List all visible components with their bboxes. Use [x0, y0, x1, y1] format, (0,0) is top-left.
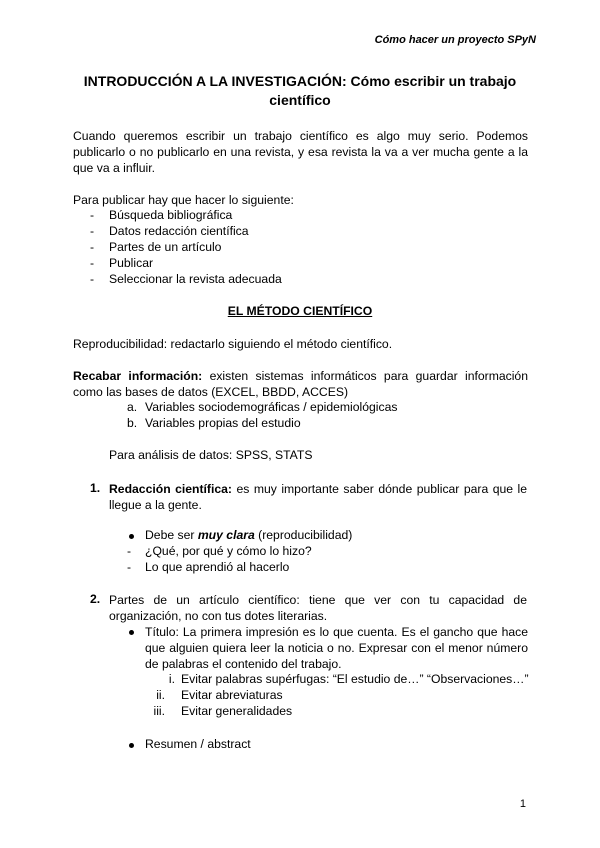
- bullet-text: [145, 528, 352, 542]
- titulo-paragraph: [145, 624, 528, 673]
- section-2-paragraph: [109, 592, 527, 624]
- roman-marker: ii.: [156, 688, 165, 702]
- publish-item-text: Búsqueda bibliográfica: [109, 208, 233, 222]
- dash-marker: -: [127, 560, 132, 574]
- recabar-label: Recabar información:: [73, 369, 203, 383]
- roman-item-text: Evitar abreviaturas: [181, 688, 283, 702]
- intro-line-2: publicarlo o no publicarlo en una revista, y esa revista la va a ver mucha gente a la: [73, 145, 528, 160]
- section-1-number: 1.: [90, 481, 101, 495]
- recabar-paragraph: [73, 368, 528, 400]
- bullet-text-post: (reproducibilidad): [254, 528, 353, 542]
- title-line-1: INTRODUCCIÓN A LA INVESTIGACIÓN: Cómo escribir un trabajo: [83, 73, 517, 89]
- bullet-icon: [129, 534, 134, 539]
- resumen-text: Resumen / abstract: [145, 737, 251, 751]
- intro-paragraph: [73, 128, 528, 177]
- section-2-line-2: organización, no con tus dotes literarias.: [109, 609, 328, 624]
- recabar-line-2: como las bases de datos (EXCEL, BBDD, ACCES): [73, 385, 349, 400]
- recabar-line-1: [73, 368, 528, 384]
- page-number: 1: [519, 798, 526, 810]
- sub-item-marker: b.: [127, 416, 138, 430]
- sub-item-text: Variables sociodemográficas / epidemiológicas: [145, 400, 398, 414]
- dash-item-text: Lo que aprendió al hacerlo: [145, 560, 290, 574]
- running-header: Cómo hacer un proyecto SPyN: [374, 34, 536, 46]
- section-1-text: es muy importante saber dónde publicar para que le: [236, 482, 527, 496]
- dash-marker: -: [90, 240, 95, 254]
- titulo-line-1: Título: La primera impresión es lo que cuenta. Es el gancho que hace: [145, 625, 528, 639]
- recabar-text: existen sistemas informáticos para guardar información: [209, 369, 528, 383]
- analysis-text: Para análisis de datos: SPSS, STATS: [109, 448, 313, 462]
- dash-marker: -: [90, 208, 95, 222]
- dash-item-text: ¿Qué, por qué y cómo lo hizo?: [145, 544, 312, 558]
- section-1-paragraph: [109, 481, 527, 513]
- sub-item-text: Variables propias del estudio: [145, 416, 301, 430]
- section-1-line-2: llegue a la gente.: [109, 498, 202, 513]
- roman-marker: iii.: [153, 704, 165, 718]
- dash-marker: -: [90, 256, 95, 270]
- bullet-text-emphasis: muy clara: [197, 528, 255, 542]
- publish-item-text: Seleccionar la revista adecuada: [109, 272, 282, 286]
- titulo-line-2: que alguien quiera leer la noticia o no. Expresar con el menor número: [145, 641, 528, 656]
- sub-item-marker: a.: [127, 400, 138, 414]
- dash-marker: -: [90, 224, 95, 238]
- section-heading-metodo: EL MÉTODO CIENTÍFICO: [227, 304, 373, 318]
- publish-item-text: Datos redacción científica: [109, 224, 249, 238]
- section-1-label: Redacción científica:: [109, 482, 232, 496]
- intro-line-1: Cuando queremos escribir un trabajo científico es algo muy serio. Podemos: [73, 129, 528, 143]
- titulo-line-3: de palabras el contenido del trabajo.: [145, 657, 342, 672]
- bullet-text-pre: Debe ser: [145, 528, 198, 542]
- title-line-2: científico: [269, 92, 331, 108]
- roman-item-text: Evitar palabras supérfugas: “El estudio de…” “Observaciones…”: [181, 672, 529, 686]
- reproducibility-text: Reproducibilidad: redactarlo siguiendo el método científico.: [73, 337, 393, 351]
- document-title: [72, 72, 528, 110]
- publish-lead: Para publicar hay que hacer lo siguiente:: [73, 193, 294, 207]
- dash-marker: -: [90, 272, 95, 286]
- section-2-number: 2.: [90, 592, 101, 606]
- section-2-line-1: Partes de un artículo científico: tiene que ver con tu capacidad de: [109, 593, 527, 607]
- roman-marker: i.: [168, 672, 175, 686]
- dash-marker: -: [127, 544, 132, 558]
- intro-line-3: que va a influir.: [73, 161, 155, 176]
- roman-item-text: Evitar generalidades: [181, 704, 293, 718]
- publish-item-text: Publicar: [109, 256, 154, 270]
- publish-item-text: Partes de un artículo: [109, 240, 222, 254]
- bullet-icon: [129, 630, 134, 635]
- bullet-icon: [129, 743, 134, 748]
- section-1-line-1: [109, 481, 527, 497]
